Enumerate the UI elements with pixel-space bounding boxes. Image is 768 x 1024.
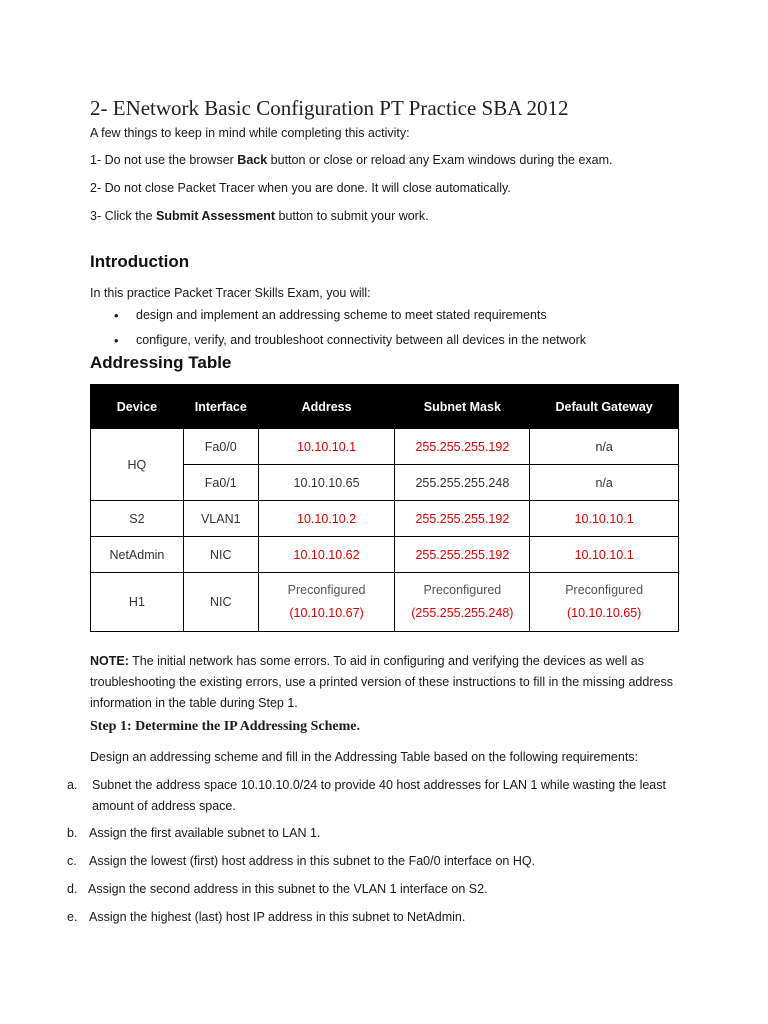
- table-row: [91, 537, 679, 573]
- list-letter: b.: [67, 826, 78, 840]
- cell-interface: NIC: [183, 537, 258, 573]
- cell-interface: VLAN1: [183, 501, 258, 537]
- table-row: [91, 429, 679, 465]
- header-address: Address: [258, 385, 395, 429]
- step1-heading: Step 1: Determine the IP Addressing Scheme.: [90, 719, 360, 734]
- list-text: Assign the lowest (first) host address in this subnet to the Fa0/0 interface on HQ.: [89, 854, 536, 868]
- cell-gateway: 10.10.10.1: [530, 537, 679, 573]
- cell-interface: Fa0/0: [183, 429, 258, 465]
- cell-device: H1: [91, 573, 184, 632]
- instruction-2: 2- Do not close Packet Tracer when you are done. It will close automatically.: [90, 181, 511, 195]
- instruction-3-post: button to submit your work.: [275, 209, 429, 223]
- list-item: [67, 775, 687, 817]
- list-text: Assign the highest (last) host IP address in this subnet to NetAdmin.: [89, 910, 466, 924]
- bullet-dot-icon: •: [114, 308, 119, 323]
- cell-address: [258, 573, 395, 632]
- note-paragraph: [90, 651, 690, 714]
- addressing-table-heading: Addressing Table: [90, 353, 232, 372]
- list-letter: c.: [67, 854, 77, 868]
- bullet-text: design and implement an addressing scheme to meet stated requirements: [136, 308, 547, 322]
- cell-gateway: n/a: [530, 465, 679, 501]
- cell-subnet-mask: 255.255.255.248: [395, 465, 530, 501]
- cell-gateway: [530, 573, 679, 632]
- cell-gateway: 10.10.10.1: [530, 501, 679, 537]
- instruction-1: [90, 153, 613, 167]
- header-subnet-mask: Subnet Mask: [395, 385, 530, 429]
- list-text: Assign the first available subnet to LAN 1.: [89, 826, 321, 840]
- cell-address: 10.10.10.62: [258, 537, 395, 573]
- table-header-row: [91, 385, 679, 429]
- instruction-1-post: button or close or reload any Exam windows during the exam.: [267, 153, 613, 167]
- bullet-item: [114, 308, 547, 323]
- cell-mask-value: (255.255.255.248): [411, 606, 514, 620]
- document-title: 2- ENetwork Basic Configuration PT Practice SBA 2012: [90, 96, 569, 120]
- bullet-text: configure, verify, and troubleshoot connectivity between all devices in the network: [136, 333, 587, 347]
- list-item: [67, 851, 687, 872]
- list-letter: e.: [67, 910, 78, 924]
- cell-device: HQ: [91, 429, 184, 501]
- table-row: [91, 501, 679, 537]
- cell-device: NetAdmin: [91, 537, 184, 573]
- note-label: NOTE:: [90, 654, 129, 668]
- cell-address: 10.10.10.1: [258, 429, 395, 465]
- table-row: [91, 573, 679, 632]
- cell-device: S2: [91, 501, 184, 537]
- bullet-dot-icon: •: [114, 333, 119, 348]
- note-text: The initial network has some errors. To aid in configuring and verifying the devices as well as troubleshooting the existing errors, use a printed version of these instructions to fill in the missing address information in the table during Step 1.: [90, 654, 673, 710]
- addressing-table: [90, 384, 679, 632]
- cell-gateway-value: (10.10.10.65): [566, 606, 642, 620]
- instruction-1-pre: 1- Do not use the browser: [90, 153, 238, 167]
- list-item: [67, 823, 687, 844]
- bullet-item: [114, 333, 587, 348]
- cell-gateway-label: Preconfigured: [565, 583, 644, 597]
- header-device: Device: [91, 385, 184, 429]
- cell-interface: Fa0/1: [183, 465, 258, 501]
- keep-in-mind-text: A few things to keep in mind while completing this activity:: [90, 126, 410, 140]
- cell-address-label: Preconfigured: [287, 583, 366, 597]
- instruction-3-bold: Submit Assessment: [156, 209, 276, 223]
- list-item: [67, 907, 687, 928]
- step1-text: Design an addressing scheme and fill in the Addressing Table based on the following requirements:: [90, 750, 639, 764]
- list-letter: a.: [67, 778, 78, 792]
- instruction-3: [90, 209, 429, 223]
- instruction-1-bold: Back: [237, 153, 268, 167]
- cell-subnet-mask: [395, 573, 530, 632]
- cell-mask-label: Preconfigured: [423, 583, 502, 597]
- list-text: Assign the second address in this subnet to the VLAN 1 interface on S2.: [88, 882, 488, 896]
- cell-address: 10.10.10.65: [258, 465, 395, 501]
- header-interface: Interface: [183, 385, 258, 429]
- list-text: Subnet the address space 10.10.10.0/24 to provide 40 host addresses for LAN 1 while wasting the least amount of address space.: [92, 778, 666, 813]
- introduction-heading: Introduction: [90, 252, 190, 271]
- instruction-3-pre: 3- Click the: [90, 209, 156, 223]
- introduction-text: In this practice Packet Tracer Skills Exam, you will:: [90, 286, 371, 300]
- cell-address-value: (10.10.10.67): [289, 606, 364, 620]
- cell-gateway: n/a: [530, 429, 679, 465]
- list-letter: d.: [67, 882, 78, 896]
- cell-subnet-mask: 255.255.255.192: [395, 429, 530, 465]
- list-item: [67, 879, 687, 900]
- cell-subnet-mask: 255.255.255.192: [395, 537, 530, 573]
- cell-subnet-mask: 255.255.255.192: [395, 501, 530, 537]
- header-default-gateway: Default Gateway: [530, 385, 679, 429]
- cell-interface: NIC: [183, 573, 258, 632]
- cell-address: 10.10.10.2: [258, 501, 395, 537]
